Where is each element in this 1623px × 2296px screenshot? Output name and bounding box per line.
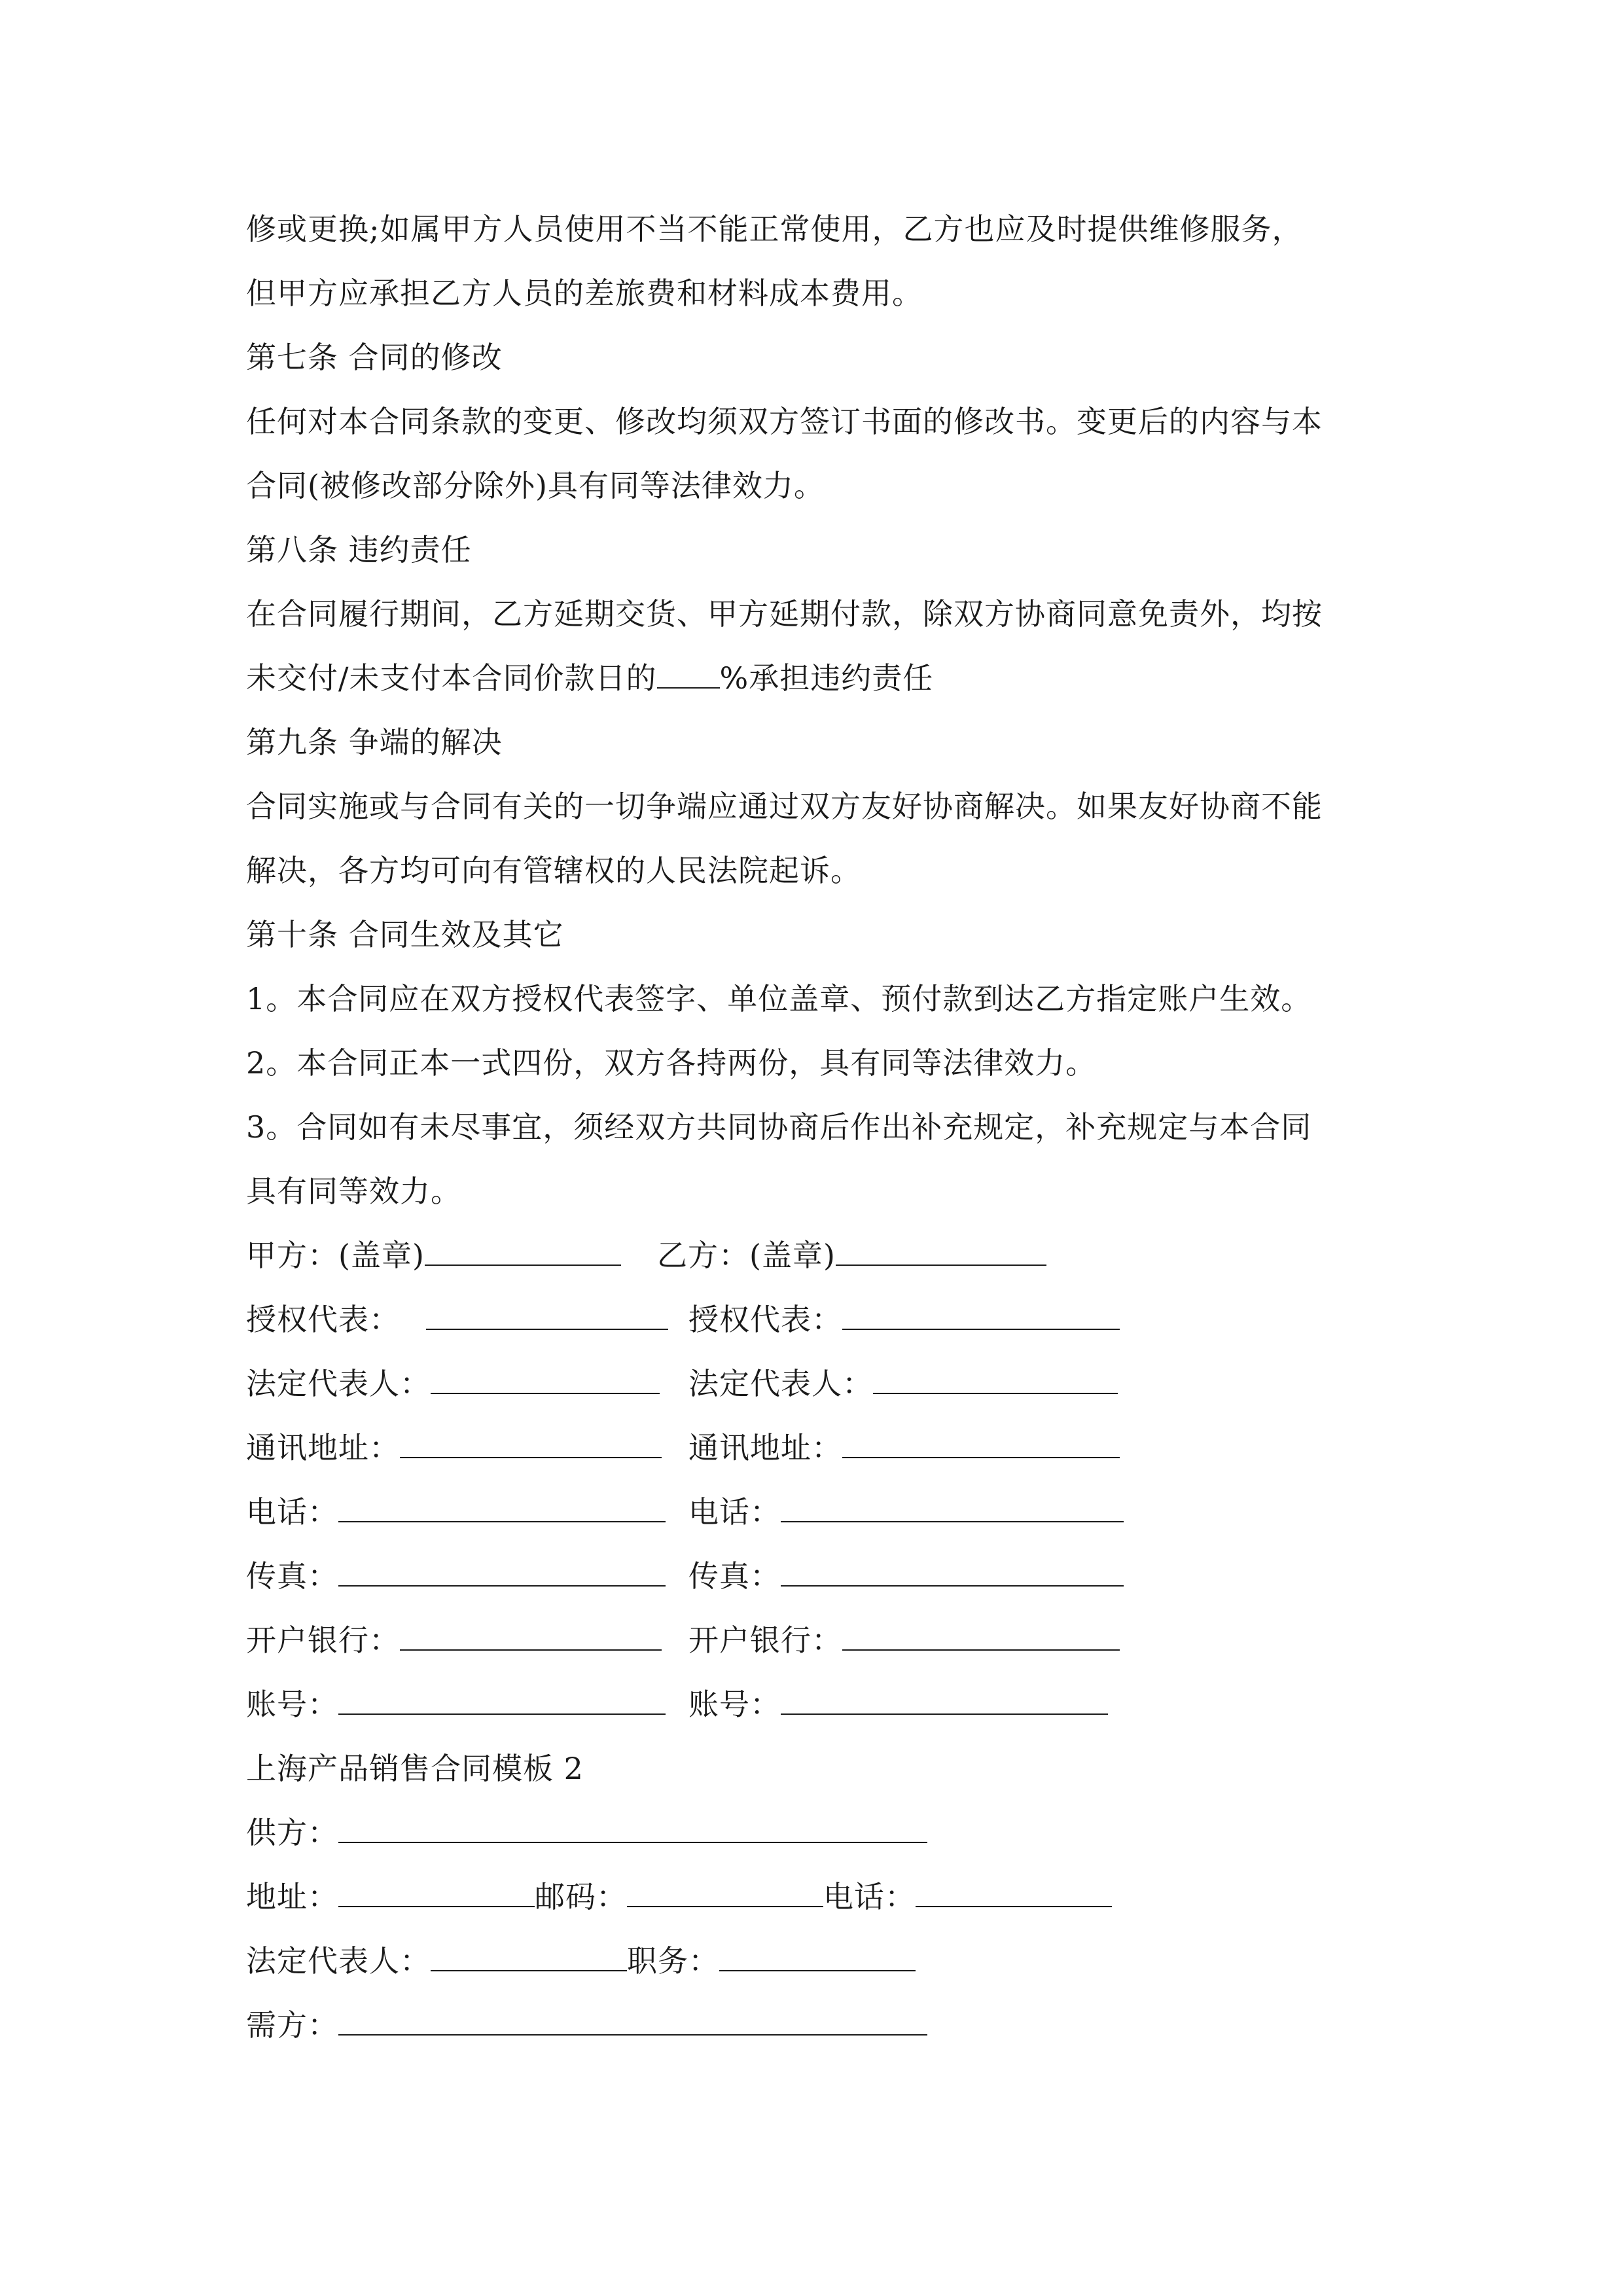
party-b-legal-rep-blank[interactable]	[873, 1364, 1118, 1394]
party-a-seal-blank[interactable]	[425, 1236, 621, 1266]
supplier-phone-blank[interactable]	[916, 1877, 1112, 1907]
party-a-phone-field	[246, 1492, 666, 1532]
party-a-auth-rep-blank[interactable]	[426, 1300, 668, 1330]
party-a-account-field	[246, 1685, 666, 1724]
penalty-text-suffix: %承担违约责任	[719, 660, 934, 696]
address-label: 地址：	[246, 1879, 338, 1914]
supplier-position-blank[interactable]	[719, 1941, 916, 1971]
supplier-legal-rep-blank[interactable]	[431, 1941, 627, 1971]
party-b-phone-blank[interactable]	[781, 1492, 1124, 1522]
party-b-seal-blank[interactable]	[836, 1236, 1046, 1266]
article-8-title: 第八条 违约责任	[246, 532, 472, 567]
position-label: 职务：	[627, 1943, 719, 1979]
fax-label: 传真：	[246, 1558, 338, 1594]
paragraph-line: 任何对本合同条款的变更、修改均须双方签订书面的修改书。变更后的内容与本	[246, 404, 1323, 439]
party-b-auth-rep-field	[688, 1300, 1120, 1339]
list-item: 2。本合同正本一式四份，双方各持两份，具有同等法律效力。	[246, 1045, 1097, 1081]
article-7-title: 第七条 合同的修改	[246, 340, 503, 375]
paragraph-line: 解决，各方均可向有管辖权的人民法院起诉。	[246, 853, 861, 888]
paragraph-line: 合同实施或与合同有关的一切争端应通过双方友好协商解决。如果友好协商不能	[246, 789, 1323, 824]
party-b-fax-blank[interactable]	[781, 1556, 1124, 1587]
paragraph-line: 在合同履行期间，乙方延期交货、甲方延期付款，除双方协商同意免责外，均按	[246, 596, 1323, 632]
party-a-seal-field	[246, 1236, 621, 1275]
party-b-phone-field	[688, 1492, 1124, 1532]
paragraph-line	[246, 658, 933, 698]
bank-label: 开户银行：	[688, 1623, 842, 1658]
party-b-account-blank[interactable]	[781, 1685, 1108, 1715]
party-a-legal-rep-field	[246, 1364, 660, 1403]
phone-label: 电话：	[246, 1494, 338, 1530]
address-label: 通讯地址：	[246, 1430, 400, 1465]
party-a-phone-blank[interactable]	[338, 1492, 666, 1522]
legal-rep-label: 法定代表人：	[688, 1366, 873, 1401]
list-item: 1。本合同应在双方授权代表签字、单位盖章、预付款到达乙方指定账户生效。	[246, 981, 1312, 1016]
template-2-title: 上海产品销售合同模板 2	[246, 1751, 584, 1786]
legal-rep-label: 法定代表人：	[246, 1366, 431, 1401]
phone-label: 电话：	[688, 1494, 781, 1530]
buyer-label: 需方：	[246, 2007, 338, 2043]
supplier-field	[246, 1813, 927, 1852]
party-b-legal-rep-field	[688, 1364, 1118, 1403]
paragraph-line: 合同(被修改部分除外)具有同等法律效力。	[246, 468, 825, 503]
party-b-account-field	[688, 1685, 1108, 1724]
party-a-account-blank[interactable]	[338, 1685, 666, 1715]
supplier-label: 供方：	[246, 1815, 338, 1850]
account-label: 账号：	[246, 1687, 338, 1722]
supplier-blank[interactable]	[338, 1813, 927, 1843]
party-a-legal-rep-blank[interactable]	[431, 1364, 660, 1394]
party-a-fax-field	[246, 1556, 666, 1596]
list-item: 3。合同如有未尽事宜，须经双方共同协商后作出补充规定，补充规定与本合同	[246, 1109, 1312, 1145]
postcode-label: 邮码：	[535, 1879, 627, 1914]
account-label: 账号：	[688, 1687, 781, 1722]
supplier-address-blank[interactable]	[338, 1877, 535, 1907]
party-a-auth-rep-field	[246, 1300, 668, 1339]
penalty-text-prefix: 未交付/未支付本合同价款日的	[246, 660, 657, 696]
party-a-bank-blank[interactable]	[400, 1621, 662, 1651]
legal-rep-label: 法定代表人：	[246, 1943, 431, 1979]
address-label: 通讯地址：	[688, 1430, 842, 1465]
buyer-blank[interactable]	[338, 2005, 927, 2036]
party-a-address-blank[interactable]	[400, 1428, 662, 1458]
supplier-contact-row	[246, 1877, 1112, 1916]
supplier-rep-row	[246, 1941, 916, 1981]
party-a-bank-field	[246, 1621, 662, 1660]
buyer-field	[246, 2005, 927, 2045]
phone-label: 电话：	[823, 1879, 916, 1914]
party-b-address-blank[interactable]	[842, 1428, 1120, 1458]
paragraph-line: 但甲方应承担乙方人员的差旅费和材料成本费用。	[246, 276, 923, 311]
supplier-postcode-blank[interactable]	[627, 1877, 823, 1907]
bank-label: 开户银行：	[246, 1623, 400, 1658]
article-9-title: 第九条 争端的解决	[246, 725, 503, 760]
fax-label: 传真：	[688, 1558, 781, 1594]
party-b-seal-field	[657, 1236, 1046, 1275]
party-b-bank-blank[interactable]	[842, 1621, 1120, 1651]
party-b-auth-rep-blank[interactable]	[842, 1300, 1120, 1330]
penalty-rate-blank[interactable]	[657, 658, 720, 689]
party-b-address-field	[688, 1428, 1120, 1467]
party-b-bank-field	[688, 1621, 1120, 1660]
party-a-address-field	[246, 1428, 662, 1467]
party-a-fax-blank[interactable]	[338, 1556, 666, 1587]
party-a-label: 甲方：(盖章)	[246, 1238, 425, 1273]
party-b-fax-field	[688, 1556, 1124, 1596]
article-10-title: 第十条 合同生效及其它	[246, 917, 564, 952]
list-item: 具有同等效力。	[246, 1174, 461, 1209]
auth-rep-label: 授权代表：	[688, 1302, 842, 1337]
party-b-label: 乙方：(盖章)	[657, 1238, 836, 1273]
paragraph-line: 修或更换;如属甲方人员使用不当不能正常使用，乙方也应及时提供维修服务，	[246, 211, 1303, 247]
auth-rep-label: 授权代表：	[246, 1302, 400, 1337]
